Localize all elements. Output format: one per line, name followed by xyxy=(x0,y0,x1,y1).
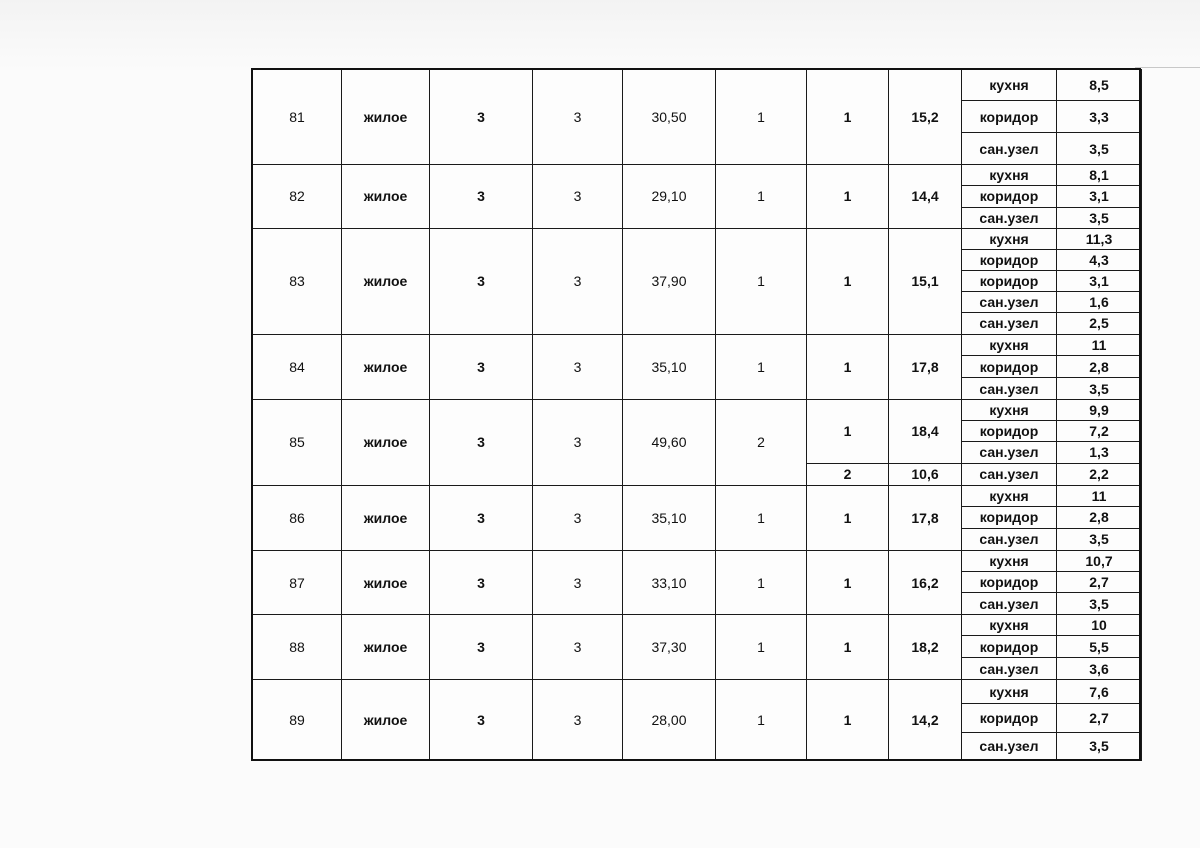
apartment-number: 81 xyxy=(253,70,342,165)
table-row xyxy=(253,400,1142,421)
aux-room-name: сан.узел xyxy=(962,528,1057,550)
aux-room-name: сан.узел xyxy=(962,593,1057,615)
aux-room-name: коридор xyxy=(962,636,1057,658)
living-room-area: 14,4 xyxy=(889,165,962,228)
aux-room-area: 11 xyxy=(1057,335,1142,356)
aux-room-area: 2,7 xyxy=(1057,704,1142,732)
rooms-count: 1 xyxy=(716,485,807,550)
premises-type: жилое xyxy=(342,335,430,400)
living-room-number: 1 xyxy=(807,70,889,165)
section-cell: 3 xyxy=(533,550,623,614)
apartment-number: 85 xyxy=(253,400,342,485)
living-room-number: 1 xyxy=(807,615,889,680)
living-room-area: 16,2 xyxy=(889,550,962,614)
living-room-area: 18,2 xyxy=(889,615,962,680)
premises-type: жилое xyxy=(342,485,430,550)
aux-room-area: 2,7 xyxy=(1057,571,1142,592)
aux-room-name: кухня xyxy=(962,335,1057,356)
aux-room-area: 3,5 xyxy=(1057,207,1142,228)
aux-room-name: сан.узел xyxy=(962,658,1057,680)
aux-room-area: 3,5 xyxy=(1057,593,1142,615)
apartment-number: 89 xyxy=(253,680,342,761)
table-row xyxy=(253,228,1142,249)
rooms-count: 2 xyxy=(716,400,807,485)
apartment-number: 88 xyxy=(253,615,342,680)
table-row xyxy=(253,680,1142,704)
total-area: 35,10 xyxy=(623,335,716,400)
living-room-number: 1 xyxy=(807,485,889,550)
living-room-area: 17,8 xyxy=(889,335,962,400)
section-cell: 3 xyxy=(533,165,623,228)
aux-room-name: коридор xyxy=(962,421,1057,442)
aux-room-area: 3,3 xyxy=(1057,101,1142,133)
living-room-number: 1 xyxy=(807,335,889,400)
aux-room-name: сан.узел xyxy=(962,133,1057,165)
living-room-area: 10,6 xyxy=(889,463,962,485)
section-cell: 3 xyxy=(533,228,623,334)
aux-room-area: 11,3 xyxy=(1057,228,1142,249)
table-row xyxy=(253,70,1142,101)
aux-room-name: кухня xyxy=(962,680,1057,704)
apartments-table xyxy=(252,69,1142,761)
aux-room-area: 8,1 xyxy=(1057,165,1142,186)
aux-room-area: 8,5 xyxy=(1057,70,1142,101)
aux-room-name: сан.узел xyxy=(962,378,1057,400)
aux-room-name: коридор xyxy=(962,249,1057,270)
rooms-count: 1 xyxy=(716,70,807,165)
aux-room-area: 3,5 xyxy=(1057,528,1142,550)
aux-room-area: 2,2 xyxy=(1057,463,1142,485)
section-cell: 3 xyxy=(533,680,623,761)
scan-artifact-line xyxy=(1135,67,1200,68)
aux-room-area: 3,5 xyxy=(1057,732,1142,760)
aux-room-name: кухня xyxy=(962,70,1057,101)
living-room-number: 1 xyxy=(807,400,889,463)
aux-room-area: 3,1 xyxy=(1057,186,1142,207)
aux-room-area: 11 xyxy=(1057,485,1142,506)
aux-room-area: 7,6 xyxy=(1057,680,1142,704)
aux-room-area: 2,5 xyxy=(1057,312,1142,334)
aux-room-name: сан.узел xyxy=(962,291,1057,312)
aux-room-name: коридор xyxy=(962,186,1057,207)
floor-cell: 3 xyxy=(430,165,533,228)
floor-cell: 3 xyxy=(430,485,533,550)
apartment-number: 87 xyxy=(253,550,342,614)
living-room-number: 1 xyxy=(807,680,889,761)
rooms-count: 1 xyxy=(716,165,807,228)
floor-cell: 3 xyxy=(430,70,533,165)
section-cell: 3 xyxy=(533,400,623,485)
aux-room-name: кухня xyxy=(962,485,1057,506)
section-cell: 3 xyxy=(533,70,623,165)
aux-room-name: коридор xyxy=(962,356,1057,378)
aux-room-name: коридор xyxy=(962,571,1057,592)
floor-cell: 3 xyxy=(430,228,533,334)
living-room-number: 1 xyxy=(807,165,889,228)
premises-type: жилое xyxy=(342,400,430,485)
table-row xyxy=(253,550,1142,571)
rooms-count: 1 xyxy=(716,335,807,400)
aux-room-name: кухня xyxy=(962,165,1057,186)
premises-type: жилое xyxy=(342,165,430,228)
total-area: 30,50 xyxy=(623,70,716,165)
living-room-area: 15,2 xyxy=(889,70,962,165)
total-area: 35,10 xyxy=(623,485,716,550)
aux-room-area: 3,6 xyxy=(1057,658,1142,680)
rooms-count: 1 xyxy=(716,228,807,334)
aux-room-area: 10 xyxy=(1057,615,1142,636)
living-room-area: 15,1 xyxy=(889,228,962,334)
aux-room-area: 9,9 xyxy=(1057,400,1142,421)
aux-room-name: кухня xyxy=(962,550,1057,571)
apartment-number: 83 xyxy=(253,228,342,334)
aux-room-area: 5,5 xyxy=(1057,636,1142,658)
aux-room-area: 10,7 xyxy=(1057,550,1142,571)
living-room-number: 1 xyxy=(807,550,889,614)
section-cell: 3 xyxy=(533,335,623,400)
total-area: 33,10 xyxy=(623,550,716,614)
aux-room-name: сан.узел xyxy=(962,463,1057,485)
table-row xyxy=(253,165,1142,186)
aux-room-area: 3,5 xyxy=(1057,133,1142,165)
aux-room-area: 2,8 xyxy=(1057,356,1142,378)
aux-room-name: коридор xyxy=(962,506,1057,528)
apartment-number: 82 xyxy=(253,165,342,228)
aux-room-name: сан.узел xyxy=(962,732,1057,760)
total-area: 29,10 xyxy=(623,165,716,228)
aux-room-name: сан.узел xyxy=(962,312,1057,334)
living-room-number: 1 xyxy=(807,228,889,334)
aux-room-area: 7,2 xyxy=(1057,421,1142,442)
scan-background xyxy=(0,0,1200,70)
floor-cell: 3 xyxy=(430,335,533,400)
premises-type: жилое xyxy=(342,228,430,334)
table-row xyxy=(253,335,1142,356)
floor-cell: 3 xyxy=(430,550,533,614)
table-row xyxy=(253,485,1142,506)
total-area: 49,60 xyxy=(623,400,716,485)
rooms-count: 1 xyxy=(716,615,807,680)
aux-room-area: 2,8 xyxy=(1057,506,1142,528)
premises-type: жилое xyxy=(342,680,430,761)
premises-type: жилое xyxy=(342,615,430,680)
aux-room-name: кухня xyxy=(962,400,1057,421)
living-room-area: 17,8 xyxy=(889,485,962,550)
section-cell: 3 xyxy=(533,615,623,680)
aux-room-name: коридор xyxy=(962,270,1057,291)
aux-room-area: 1,6 xyxy=(1057,291,1142,312)
aux-room-name: коридор xyxy=(962,101,1057,133)
premises-type: жилое xyxy=(342,70,430,165)
aux-room-area: 3,5 xyxy=(1057,378,1142,400)
total-area: 37,30 xyxy=(623,615,716,680)
apartment-number: 84 xyxy=(253,335,342,400)
aux-room-name: кухня xyxy=(962,228,1057,249)
apartment-number: 86 xyxy=(253,485,342,550)
aux-room-name: коридор xyxy=(962,704,1057,732)
floor-cell: 3 xyxy=(430,615,533,680)
floor-cell: 3 xyxy=(430,400,533,485)
aux-room-area: 3,1 xyxy=(1057,270,1142,291)
table-row xyxy=(253,615,1142,636)
aux-room-name: кухня xyxy=(962,615,1057,636)
total-area: 28,00 xyxy=(623,680,716,761)
premises-type: жилое xyxy=(342,550,430,614)
aux-room-area: 1,3 xyxy=(1057,442,1142,463)
living-room-number: 2 xyxy=(807,463,889,485)
rooms-count: 1 xyxy=(716,550,807,614)
aux-room-name: сан.узел xyxy=(962,442,1057,463)
total-area: 37,90 xyxy=(623,228,716,334)
aux-room-name: сан.узел xyxy=(962,207,1057,228)
living-room-area: 14,2 xyxy=(889,680,962,761)
aux-room-area: 4,3 xyxy=(1057,249,1142,270)
living-room-area: 18,4 xyxy=(889,400,962,463)
floor-cell: 3 xyxy=(430,680,533,761)
rooms-count: 1 xyxy=(716,680,807,761)
section-cell: 3 xyxy=(533,485,623,550)
